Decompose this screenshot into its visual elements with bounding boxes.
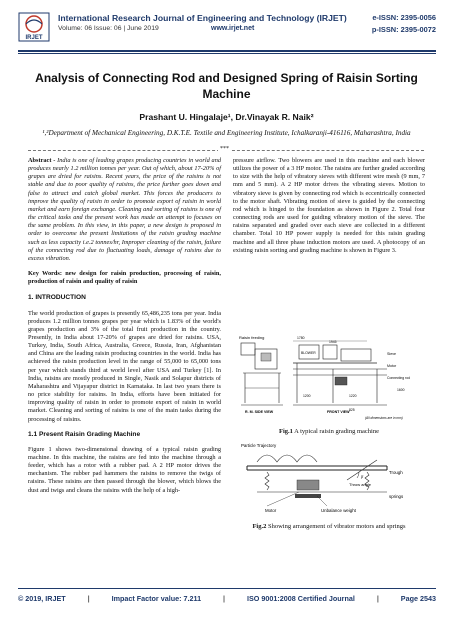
volume-issue: Volume: 06 Issue: 06 | June 2019: [58, 25, 159, 32]
figure-1-caption-text: A typical raisin grading machine: [292, 428, 379, 435]
abstract-label: Abstract -: [28, 157, 56, 164]
figure-1-label: Fig.1: [278, 428, 293, 435]
introduction-paragraph: The world production of grapes is presently 65,486,235 tons per year. India produces 1.2 million tonnes grapes per year which is 1.83% of the world's grapes production and 3% of the total fruit production in the country. Presently, in India about 17-20% of grapes are dried for raisins. USA, Turkey, India, South Africa, Australia, Greece, Russia, Iran, Afghanistan and China are the leading raisin producing countries in the world. India has achieved the raisin production level in the range of 55,000 to 65,000 tons per year which stands third at world level after USA and Turkey [1]. In India, raisins are mostly produced in Single, Nasik and Solapur districts of Maharashtra and Vijayapur district in Karnataka. In last two years there is no price stability for raisins. In India, efforts have been initiated for improving quality of raisin in order to promote export of raisin in world market. Cleaning and sorting of raisins is one of the main tasks during the processing of raisins.: [28, 309, 221, 423]
fig1-label-dims: (All dimensions are in mm): [365, 416, 403, 420]
fig1-label-conn-rod: Connecting rod: [387, 376, 410, 380]
footer-separator: |: [223, 594, 226, 603]
fig1-dim-1: 1780: [297, 336, 305, 340]
p-issn: p-ISSN: 2395-0072: [371, 25, 436, 34]
journal-header: [18, 12, 436, 48]
fig1-label-motor: Motor: [387, 364, 397, 368]
fig1-label-blower: BLOWER: [301, 351, 316, 355]
figure-2-caption: [243, 523, 415, 532]
header-rule-thin: [18, 53, 436, 54]
journal-name: International Research Journal of Engineering and Technology (IRJET): [58, 13, 347, 23]
fig2-label-trajectory: Particle Trajectory: [241, 443, 277, 448]
journal-footer: [18, 594, 436, 603]
svg-text:IRJET: IRJET: [25, 35, 43, 41]
divider-stars: ***: [220, 146, 229, 152]
section-heading-introduction: 1. INTRODUCTION: [28, 294, 86, 302]
fig2-label-beta: β: [361, 474, 364, 479]
fig1-dim-4: 1200: [303, 394, 311, 398]
footer-impact-factor: Impact Factor value: 7.211: [111, 594, 202, 603]
fig1-dim-3: 1600: [397, 388, 405, 392]
keywords-text: : new design for raisin production, processing of raisin, production of raisin and quality of raisin: [28, 270, 221, 286]
figure-1-caption: [233, 428, 425, 435]
left-column: [28, 157, 221, 502]
figure-2-label: Fig.2: [252, 523, 267, 530]
header-rule: [18, 50, 436, 52]
irjet-logo: [18, 12, 50, 42]
keywords-label: Key Words: [28, 270, 60, 278]
figure-2-vibrator-springs-diagram: [237, 440, 421, 520]
e-issn: e-ISSN: 2395-0056: [372, 13, 436, 22]
right-column: [233, 157, 425, 262]
footer-iso: ISO 9001:2008 Certified Journal: [247, 594, 355, 603]
footer-separator: |: [376, 594, 379, 603]
abstract: [28, 157, 221, 263]
fig1-dim-5: 1220: [349, 394, 357, 398]
figure-1-grading-machine-drawing: [237, 333, 421, 421]
footer-page-number: Page 2543: [400, 594, 436, 603]
paper-authors: Prashant U. Hingalaje¹, Dr.Vinayak R. Naik²: [139, 112, 314, 122]
journal-url[interactable]: www.irjet.net: [211, 25, 255, 32]
fig2-label-springs: springs: [389, 494, 404, 499]
footer-copyright: © 2019, IRJET: [18, 594, 66, 603]
keywords: [28, 270, 221, 286]
footer-separator: |: [87, 594, 90, 603]
author-affiliation: ¹,²Department of Mechanical Engineering, D.K.T.E. Textile and Engineering Institute, Ichalkaranji-416116, Maharashtra, India: [42, 129, 411, 137]
fig2-label-trough: Trough: [389, 470, 403, 475]
fig2-label-weight: Unbalance weight: [321, 508, 356, 513]
right-column-paragraph: pressure airflow. Two blowers are used in this machine and each blower utilizes the power of a 3 HP motor. The raisins are further graded according to size with the help of vibratory sieves with different wire mesh (9 mm, 7 mm and 5 mm). A 2 HP motor drives the vibrating sieves. Motion to vibratory sieve is given by connecting rod which is eccentrically connected to the motor shaft. Vibrating motion of sieve is guided by the connecting rod which is hinged to the foundation as shown in Figure 2. Total four connecting rods are used for guiding vibratory motion of the sieve. The raisins separated and graded over each sieve are collected in a different chamber. Total 10 HP power supply is needed for this raisin grading machine and all three phase induction motors are used. A photocopy of an existing raisin sorting and grading machine is shown in Figure 3.: [233, 157, 425, 254]
footer-rule: [18, 588, 436, 589]
present-machine-paragraph: Figure 1 shows two-dimensional drawing of a typical raisin grading machine. In this machine, the raisins are fed into the machine through a feeder, which has a rotor with a rubber pad. A 2 HP motor drives the mechanism. The rubber pad hammers the raisins to remove the twigs of raisins. These raisins are then passed through the blower, which blows the dust and twigs and cleans the raisins with the help of a high-: [28, 445, 221, 494]
fig1-label-front-view: FRONT VIEW: [327, 410, 350, 414]
paper-title: Analysis of Connecting Rod and Designed Spring of Raisin Sorting Machine: [35, 71, 418, 101]
fig2-label-motor: Motor: [265, 508, 277, 513]
abstract-text: India is one of leading grapes producing countries in world and produces nearly 1.2 million tonnes per year. Out of which, about 17-20% of grapes are dried for raisins. Recent years, the price of the raisins is not stable and due to poor quality of raisins, the price further goes down and false to attract and catch global market. This forces the producers to improve the quality of raisin in order to promote export of raisin in world market and earn foreign exchange. Cleaning and sorting of raisins is one of the critical tasks and the present work has made an attempt to focuses on the same problem. In this view, in this paper, a new design is proposed in order to overcome the present limitations of the raisin grading machine such as less capacity i.e.2 tonnes/hr, Improper cleaning of the raisin, failure of the connecting rod due to fluctuating loads, damage of raisins due to excess vibration.: [28, 157, 221, 262]
figure-2-caption-text: Showing arrangement of vibrator motors and springs: [266, 523, 406, 530]
section-heading-present-machine: 1.1 Present Raisin Grading Machine: [28, 430, 141, 438]
fig1-dim-6: 825: [349, 408, 355, 412]
fig2-label-throw-angle: Throw angle: [349, 482, 372, 487]
fig1-label-feeder: Raisin feeding: [239, 335, 265, 340]
fig1-label-side-view: R. M. SIDE VIEW: [245, 410, 274, 414]
fig1-dim-2: 1945: [329, 340, 337, 344]
fig1-label-sieve: Sieve: [387, 352, 396, 356]
